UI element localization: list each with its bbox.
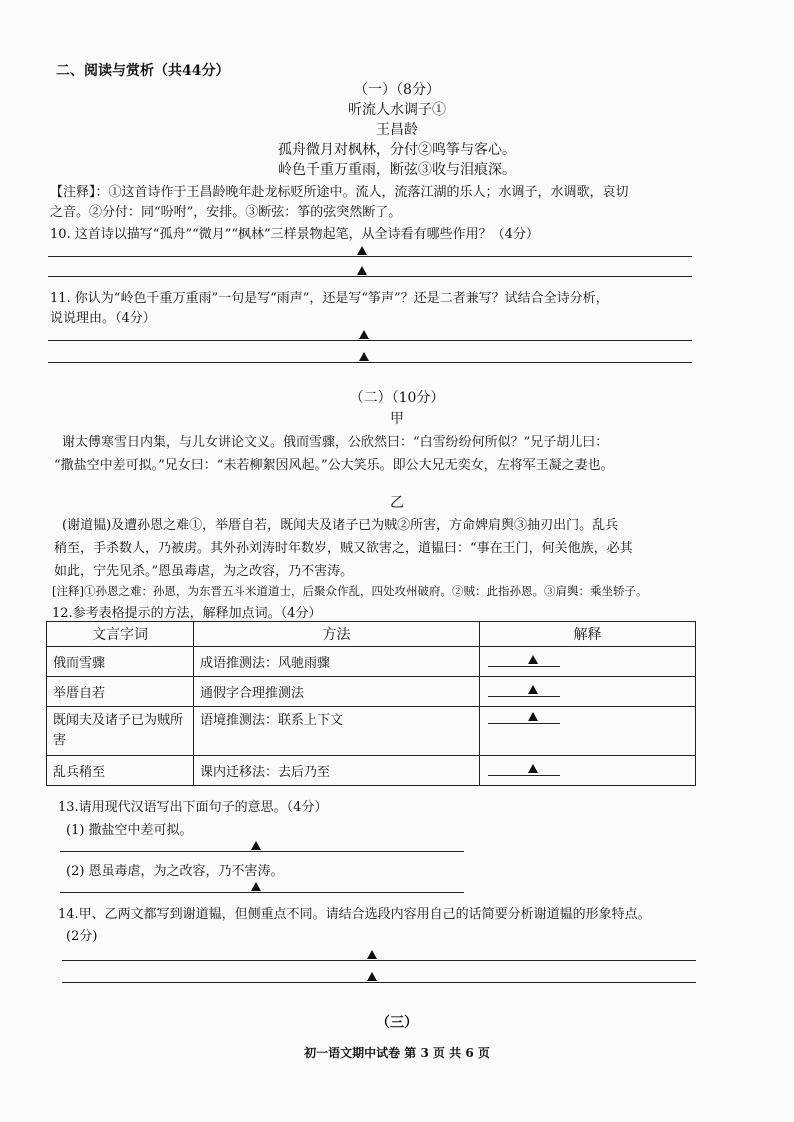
page-footer: 初一语文期中试卷 第 3 页 共 6 页 — [304, 1046, 490, 1060]
answer-line[interactable] — [60, 851, 464, 852]
triangle-icon — [251, 841, 261, 850]
answer-blank[interactable] — [488, 652, 560, 667]
passage-jia-label: 甲 — [390, 411, 404, 427]
triangle-icon — [528, 685, 538, 694]
table-header: 解释 — [480, 622, 696, 647]
table-cell-method: 课内迁移法：去后乃至 — [194, 756, 480, 786]
gloss-table — [46, 621, 696, 786]
question-10: 10. 这首诗以描写“孤舟”“微月”“枫林”三样景物起笔，从全诗看有哪些作用？（4分） — [50, 227, 539, 242]
question-11-line-2: 说说理由。（4分） — [50, 311, 156, 326]
answer-line[interactable] — [48, 362, 692, 363]
question-11-line-1: 11. 你认为“岭色千重万重雨”一句是写“雨声”，还是写“筝声”？还是二者兼写？试结合全诗分析， — [50, 291, 609, 306]
question-14-line-1: 14.甲、乙两文都写到谢道韫，但侧重点不同。请结合选段内容用自己的话简要分析谢道韫的形象特点。 — [58, 907, 651, 922]
question-13-item-2: (2) 恩虽毒虐，为之改容，乃不害涛。 — [66, 864, 284, 879]
answer-line[interactable] — [48, 256, 692, 257]
answer-blank[interactable] — [488, 761, 560, 776]
table-cell-answer[interactable] — [480, 707, 696, 756]
poem-author: 王昌龄 — [376, 122, 418, 138]
triangle-icon — [251, 882, 261, 891]
poem-line-1: 孤舟微月对枫林，分付②鸣筝与客心。 — [278, 142, 516, 158]
table-header: 文言字词 — [47, 622, 194, 647]
passage-jia-line-1: 谢太傅寒雪日内集，与儿女讲论文义。俄而雪骤，公欣然曰：“白雪纷纷何所似？”兄子胡儿曰： — [62, 435, 609, 450]
question-12: 12.参考表格提示的方法，解释加点词。（4分） — [52, 606, 322, 621]
table-cell-method: 成语推测法：风驰雨骤 — [194, 647, 480, 677]
table-cell-word: 举厝自若 — [47, 677, 194, 707]
question-13-item-1: (1) 撒盐空中差可拟。 — [66, 823, 193, 838]
triangle-icon — [528, 764, 538, 773]
table-row — [47, 677, 696, 707]
answer-line[interactable] — [62, 960, 696, 961]
table-cell-word: 俄而雪骤 — [47, 647, 194, 677]
triangle-icon — [357, 246, 367, 255]
poem-title: 听流人水调子① — [348, 102, 446, 118]
triangle-icon — [357, 266, 367, 275]
poem-note-1: 【注释】：①这首诗作于王昌龄晚年赴龙标贬所途中。流人，流落江湖的乐人；水调子，水调歌，哀切 — [50, 185, 629, 200]
triangle-icon — [359, 330, 369, 339]
poem-note-2: 之音。②分付：同“吩咐”，安排。③断弦：筝的弦突然断了。 — [50, 205, 402, 220]
part2-heading: （二）（10分） — [349, 390, 445, 406]
answer-line[interactable] — [62, 982, 696, 983]
passage-yi-line-2: 稍至，手杀数人，乃被虏。其外孙刘涛时年数岁，贼又欲害之，道韫曰：“事在王门，何关他族，必其 — [54, 541, 633, 556]
question-13: 13.请用现代汉语写出下面句子的意思。（4分） — [58, 800, 328, 815]
answer-line[interactable] — [60, 892, 464, 893]
answer-blank[interactable] — [488, 709, 560, 724]
passage-yi-label: 乙 — [390, 495, 404, 511]
passage-yi-note: [注释]①孙恩之难：孙恩，为东晋五斗米道道士，后聚众作乱，四处攻州破府。②贼：此指孙恩。③肩舆：乘坐轿子。 — [52, 584, 648, 598]
table-cell-method: 通假字合理推测法 — [194, 677, 480, 707]
passage-jia-line-2: “撒盐空中差可拟。”兄女曰：“未若柳絮因风起。”公大笑乐。即公大兄无奕女，左将军王凝之妻也。 — [54, 458, 614, 473]
table-row — [47, 756, 696, 786]
part1-heading: （一）（8分） — [354, 82, 440, 98]
triangle-icon — [359, 352, 369, 361]
triangle-icon — [367, 950, 377, 959]
table-cell-method: 语境推测法：联系上下文 — [194, 707, 480, 756]
answer-blank[interactable] — [488, 682, 560, 697]
part3-heading: （三） — [376, 1015, 418, 1031]
passage-yi-line-3: 如此，宁先见杀。”恩虽毒虐，为之改容，乃不害涛。 — [54, 564, 354, 579]
poem-line-2: 岭色千重万重雨，断弦③收与泪痕深。 — [278, 162, 516, 178]
answer-line[interactable] — [48, 340, 692, 341]
question-14-line-2: (2分) — [66, 929, 98, 944]
triangle-icon — [528, 655, 538, 664]
table-cell-answer[interactable] — [480, 677, 696, 707]
table-row — [47, 707, 696, 756]
answer-line[interactable] — [48, 276, 692, 277]
passage-yi-line-1: (谢道韫)及遭孙恩之难①，举厝自若，既闻夫及诸子已为贼②所害，方命婢肩舆③抽刃出门。乱兵 — [62, 518, 619, 533]
table-cell-word: 既闻夫及诸子已为贼所害 — [47, 707, 194, 756]
section-header: 二、阅读与赏析（共44分） — [56, 63, 230, 79]
table-cell-answer[interactable] — [480, 647, 696, 677]
table-header-row — [47, 622, 696, 647]
table-header: 方法 — [194, 622, 480, 647]
table-cell-word: 乱兵稍至 — [47, 756, 194, 786]
triangle-icon — [528, 712, 538, 721]
triangle-icon — [367, 972, 377, 981]
table-cell-answer[interactable] — [480, 756, 696, 786]
table-row — [47, 647, 696, 677]
